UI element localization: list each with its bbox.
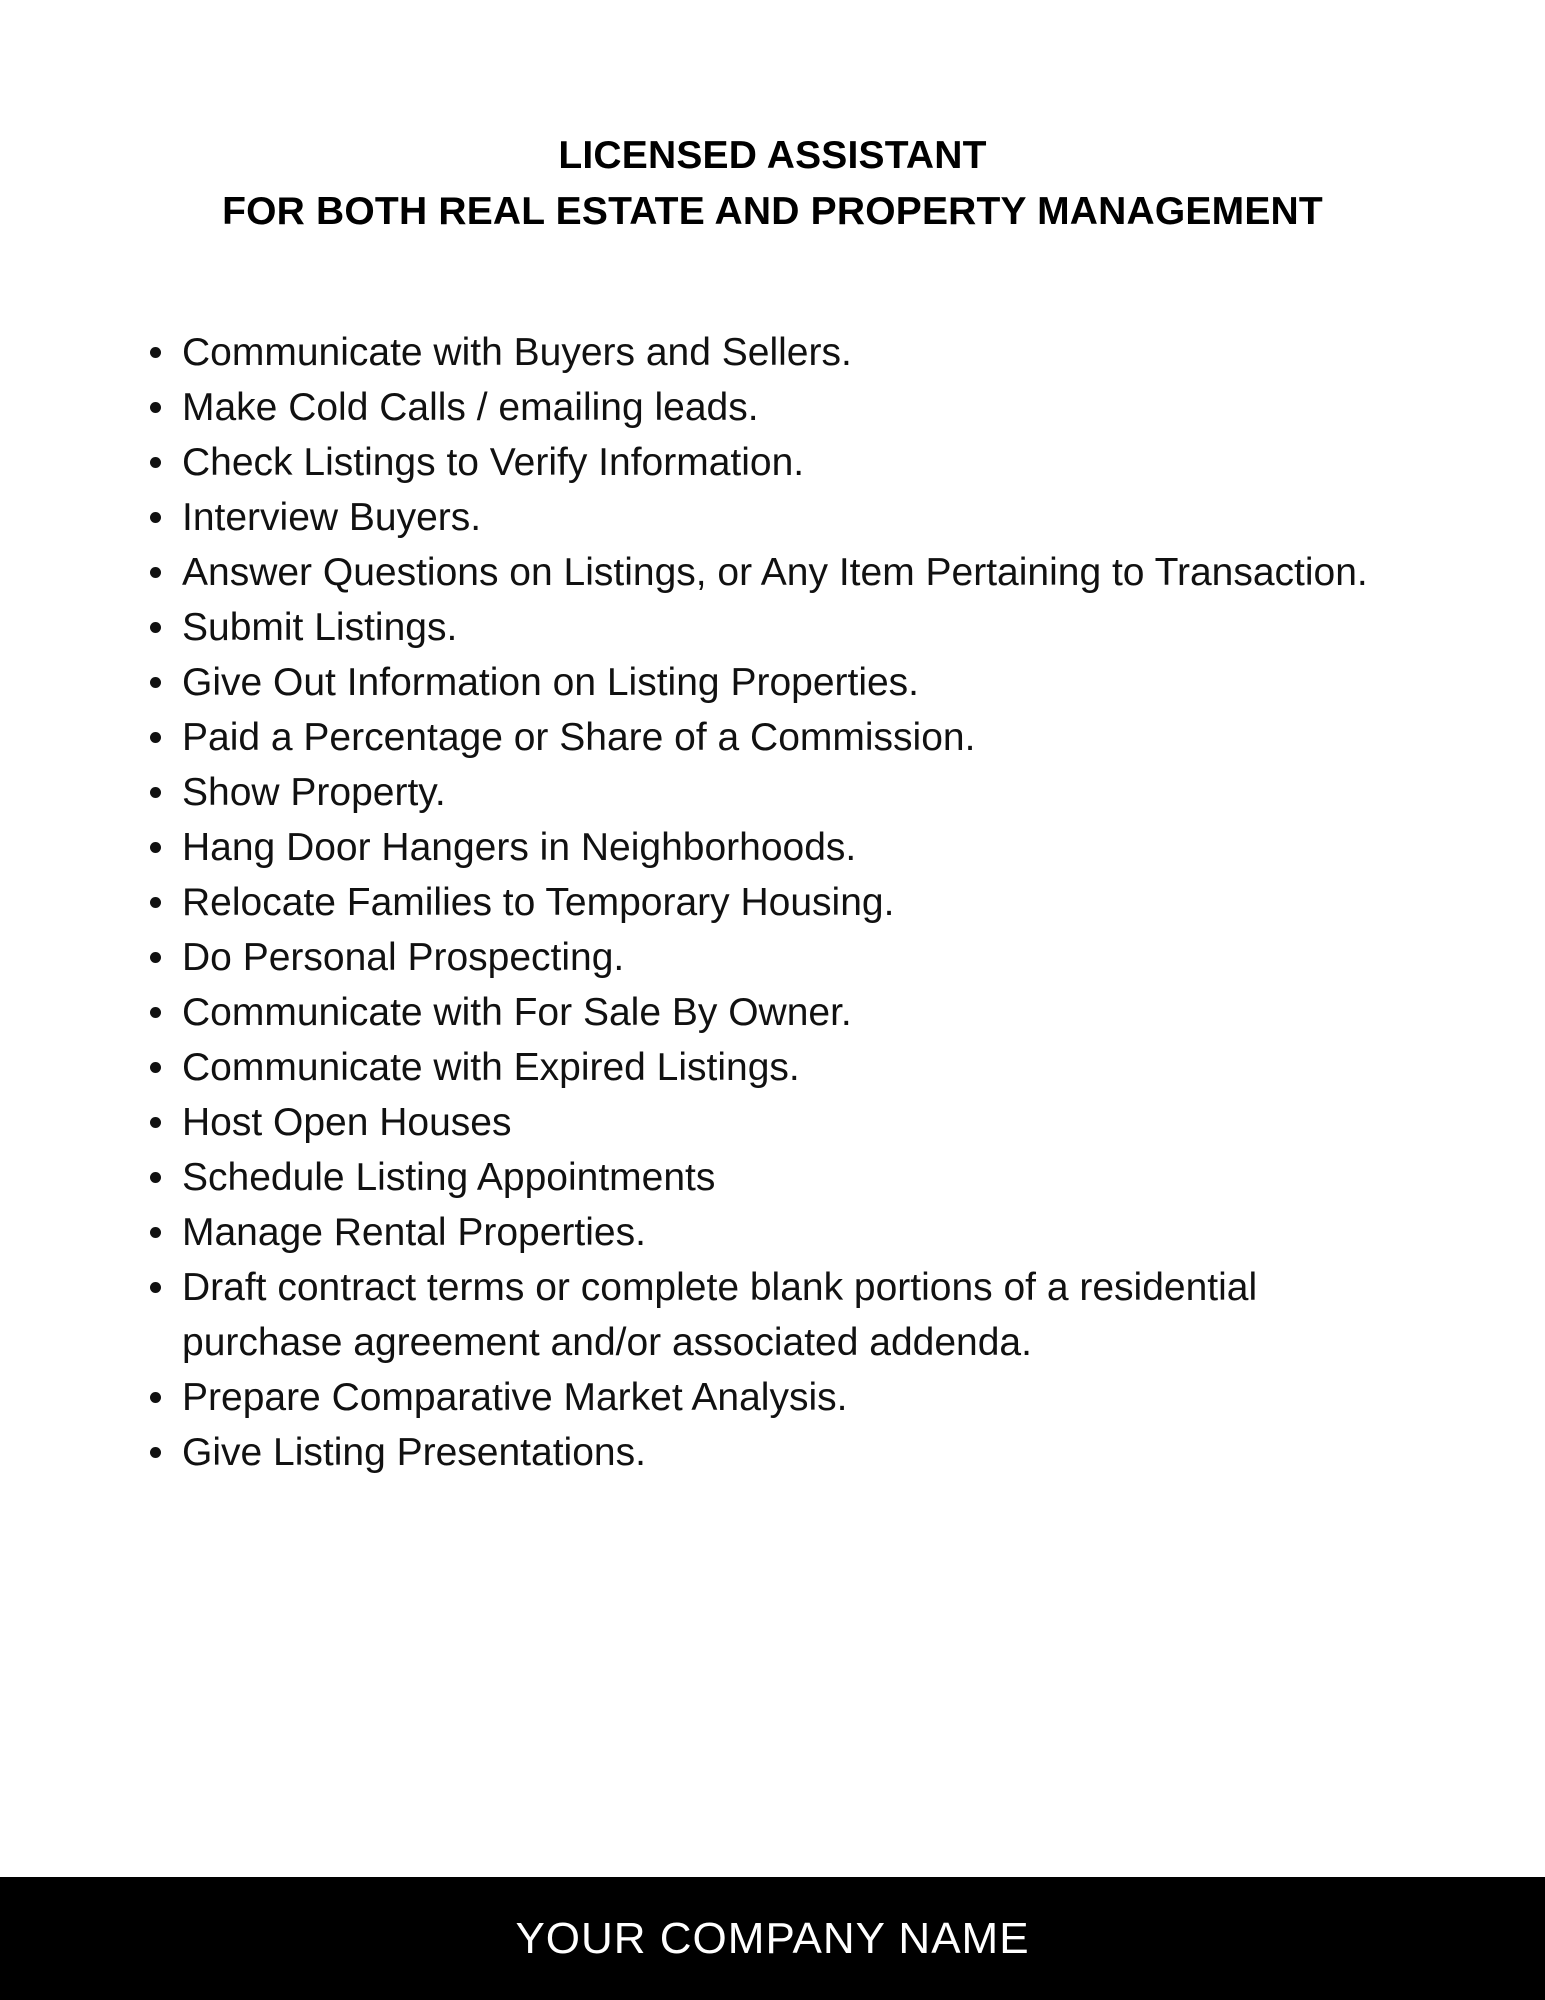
duty-text: Communicate with Expired Listings. bbox=[182, 1046, 800, 1089]
list-item bbox=[150, 600, 1400, 655]
bullet-icon bbox=[150, 347, 161, 358]
duty-text: Check Listings to Verify Information. bbox=[182, 441, 805, 484]
bullet-icon bbox=[150, 1282, 161, 1293]
list-item bbox=[150, 1040, 1400, 1095]
bullet-icon bbox=[150, 842, 161, 853]
title-line-2: FOR BOTH REAL ESTATE AND PROPERTY MANAGEMENT bbox=[222, 190, 1323, 233]
bullet-icon bbox=[150, 1447, 161, 1458]
duty-text: Communicate with Buyers and Sellers. bbox=[182, 331, 852, 374]
bullet-icon bbox=[150, 677, 161, 688]
list-item bbox=[150, 1370, 1400, 1425]
bullet-icon bbox=[150, 1392, 161, 1403]
list-item bbox=[150, 1205, 1400, 1260]
title-line-1: LICENSED ASSISTANT bbox=[558, 134, 987, 177]
bullet-icon bbox=[150, 402, 161, 413]
bullet-icon bbox=[150, 512, 161, 523]
duty-text: Show Property. bbox=[182, 771, 446, 814]
list-item bbox=[150, 1150, 1400, 1205]
duty-text: Hang Door Hangers in Neighborhoods. bbox=[182, 826, 857, 869]
list-item bbox=[150, 1095, 1400, 1150]
bullet-icon bbox=[150, 897, 161, 908]
duty-text: Submit Listings. bbox=[182, 606, 458, 649]
duty-text: Do Personal Prospecting. bbox=[182, 936, 625, 979]
list-item bbox=[150, 1260, 1400, 1370]
duty-text: Schedule Listing Appointments bbox=[182, 1156, 716, 1199]
duty-text: Host Open Houses bbox=[182, 1101, 512, 1144]
list-item bbox=[150, 820, 1400, 875]
list-item bbox=[150, 325, 1400, 380]
bullet-icon bbox=[150, 787, 161, 798]
duty-text: Give Out Information on Listing Properties. bbox=[182, 661, 920, 704]
bullet-icon bbox=[150, 622, 161, 633]
duty-text: Answer Questions on Listings, or Any Item Pertaining to Transaction. bbox=[182, 551, 1368, 594]
list-item bbox=[150, 435, 1400, 490]
duty-text: Manage Rental Properties. bbox=[182, 1211, 646, 1254]
bullet-icon bbox=[150, 1172, 161, 1183]
list-item bbox=[150, 545, 1400, 600]
duty-text: Make Cold Calls / emailing leads. bbox=[182, 386, 759, 429]
duty-text: Give Listing Presentations. bbox=[182, 1431, 646, 1474]
duty-text: Paid a Percentage or Share of a Commission. bbox=[182, 716, 976, 759]
list-item bbox=[150, 985, 1400, 1040]
list-item bbox=[150, 710, 1400, 765]
duty-text: Interview Buyers. bbox=[182, 496, 482, 539]
company-name: YOUR COMPANY NAME bbox=[515, 1913, 1030, 1963]
bullet-icon bbox=[150, 567, 161, 578]
bullet-icon bbox=[150, 732, 161, 743]
list-item bbox=[150, 490, 1400, 545]
duty-text: Relocate Families to Temporary Housing. bbox=[182, 881, 895, 924]
document-title bbox=[0, 128, 1545, 240]
list-item bbox=[150, 875, 1400, 930]
bullet-icon bbox=[150, 952, 161, 963]
bullet-icon bbox=[150, 1227, 161, 1238]
list-item bbox=[150, 930, 1400, 985]
bullet-icon bbox=[150, 457, 161, 468]
duty-text: Draft contract terms or complete blank portions of a residential purchase agreement and/or associated addenda. bbox=[182, 1266, 1258, 1364]
duty-text: Prepare Comparative Market Analysis. bbox=[182, 1376, 848, 1419]
list-item bbox=[150, 380, 1400, 435]
duties-list bbox=[150, 325, 1400, 1480]
list-item bbox=[150, 655, 1400, 710]
bullet-icon bbox=[150, 1117, 161, 1128]
footer-bar bbox=[0, 1877, 1545, 2000]
duty-text: Communicate with For Sale By Owner. bbox=[182, 991, 852, 1034]
bullet-icon bbox=[150, 1007, 161, 1018]
list-item bbox=[150, 1425, 1400, 1480]
bullet-icon bbox=[150, 1062, 161, 1073]
list-item bbox=[150, 765, 1400, 820]
